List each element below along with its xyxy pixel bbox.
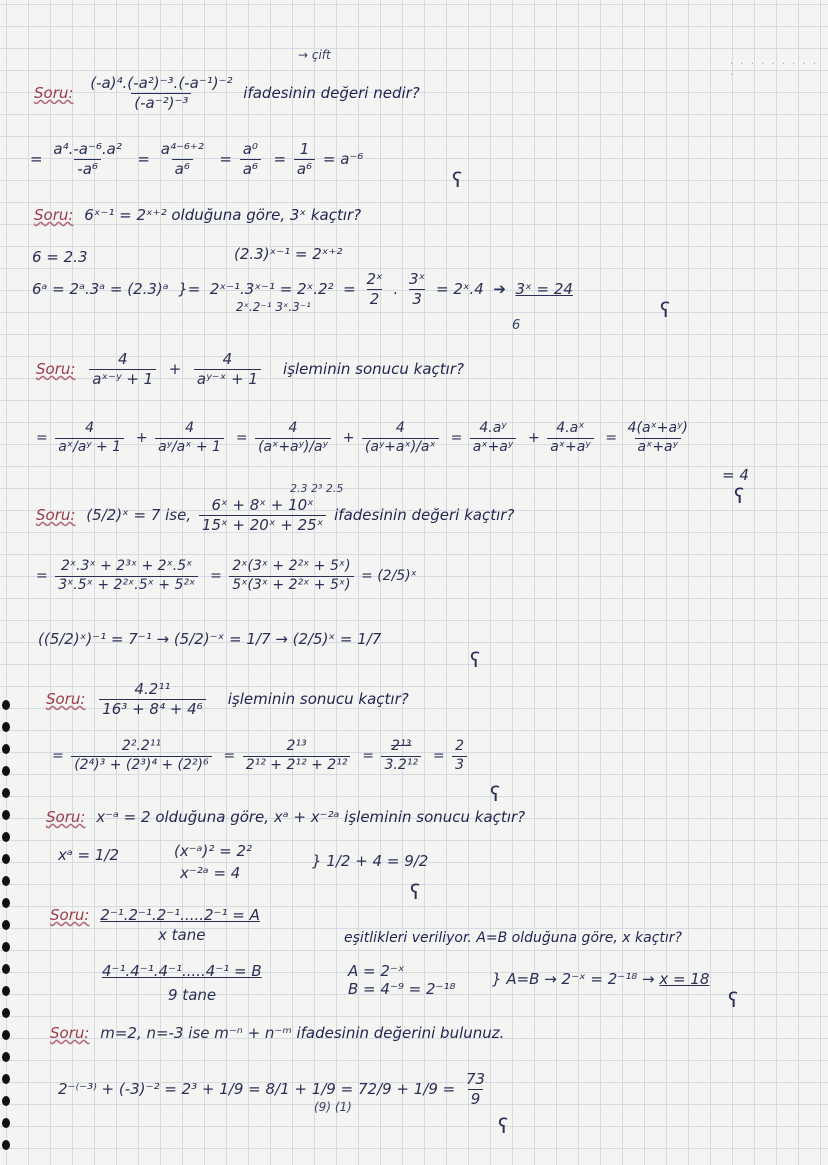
q7-s1: A = 2⁻ˣ [348,962,405,980]
soru-label: Soru: [34,83,74,102]
q5-expr-den: 16³ + 8⁴ + 4⁶ [99,699,205,719]
q4-s2-num: 2ˣ(3ˣ + 2²ˣ + 5ˣ) [232,558,351,574]
binding-hole [2,744,10,754]
q4-text: ifadesinin değeri kaçtır? [334,505,515,524]
q5-s3-den: 3.2¹² [381,756,421,775]
q1-step3-num: a⁰ [242,140,258,158]
binding-hole [2,788,10,798]
q3-s3-den-a: aˣ+aʸ [470,438,516,457]
q5-s3-num: 2¹³ [391,738,412,754]
q8-expression: m⁻ⁿ + n⁻ᵐ [214,1024,292,1042]
q5-expr-num: 4.2¹¹ [134,680,171,698]
q3-s4-num: 4(aˣ+aʸ) [627,420,688,436]
q1-solution: = $\frac{\text{a⁴.-a⁻⁶.a²}}{\text{-a⁶}}$ = $\frac{\text{a⁴⁻⁶⁺²}}{\text{a⁶}}$ = $\frac{\text{a⁰}}{\text{a⁶}}$ = $\frac{1}{\text{a⁶}}$ = a⁻⁶ [30,140,364,178]
q6-expression: x⁻ᵃ = 2 [96,808,151,826]
q8-expand: (9) (1) [314,1100,352,1114]
q1-step4-den: a⁶ [294,159,315,179]
q1-step3-den: a⁶ [240,159,261,179]
question-1 [34,74,420,113]
q2-text: olduğuna göre, 3ˣ kaçtır? [171,206,362,224]
q8-condition: m=2, n=-3 ise [100,1024,210,1042]
answer-squiggle: ʕ [490,782,501,806]
binding-hole [2,1140,10,1150]
binding-hole [2,942,10,952]
answer-squiggle: ʕ [728,988,739,1012]
soru-label: Soru: [36,505,76,524]
answer-squiggle: ʕ [498,1114,509,1138]
q6-s4-text: 1/2 + 4 = 9/2 [326,852,429,870]
q5-text: işleminin sonucu kaçtır? [227,689,409,708]
question-7 [50,906,260,924]
binding-hole [2,1052,10,1062]
binding-hole [2,1030,10,1040]
q1-step1-num: a⁴.-a⁻⁶.a² [53,140,122,158]
q4-expr-num: 6ˣ + 8ˣ + 10ˣ [211,496,314,514]
q2-line2: 6ᵃ = 2ᵃ.3ᵃ = (2.3)ᵃ }= 2ˣ⁻¹.3ˣ⁻¹ = 2ˣ.2² = $\frac{\text{2ˣ}}{2}$ . $\frac{\text{3ˣ}}{3}$ = 2ˣ.4 ➔ 3ˣ = 24 [32,270,573,308]
q3-text: işleminin sonucu kaçtır? [283,359,464,378]
soru-label: Soru: [36,359,76,378]
q2-line2b: (2.3)ˣ⁻¹ = 2ˣ⁺² [234,245,343,263]
q3-f1-den: aˣ⁻ʸ + 1 [89,369,156,389]
q1-expr-numerator: (-a)⁴.(-a²)⁻³.(-a⁻¹)⁻² [90,74,233,92]
q2-frac-a-den: 2 [367,289,383,309]
binding-hole [2,810,10,820]
binding-hole [2,1096,10,1106]
spiral-binding [0,700,12,1165]
q3-s3-num-b: 4.aˣ [556,420,585,436]
q4-s2-result: = (2/5)ˣ [361,568,417,584]
q6-text2: işleminin sonucu kaçtır? [344,808,526,826]
q1-step1-den: -a⁶ [74,159,101,179]
q2-answer: 3ˣ = 24 [515,279,573,298]
q5-s1-den: (2⁴)³ + (2³)⁴ + (2²)⁶ [71,756,211,775]
q3-answer: = 4 [722,466,749,484]
binding-hole [2,854,10,864]
question-3: Soru: $\frac{4}{\text{aˣ⁻ʸ + 1}}$ + $\frac{4}{\text{aʸ⁻ˣ + 1}}$ işleminin sonucu kaçtır? [36,350,464,388]
q6-s4: } 1/2 + 4 = 9/2 [312,852,429,870]
q3-s2-den-a: (aˣ+aʸ)/aʸ [255,438,331,457]
q7-tane-1: x tane [158,926,206,944]
q3-f2-num: 4 [222,350,233,368]
binding-hole [2,876,10,886]
question-2 [34,206,361,224]
binding-hole [2,1008,10,1018]
binding-hole [2,1118,10,1128]
q3-s3-num-a: 4.aʸ [479,420,507,436]
q3-f1-num: 4 [117,350,128,368]
q6-s1: xᵃ = 1/2 [58,846,119,864]
q6-s2: (x⁻ᵃ)² = 2² [174,842,253,860]
q4-s1-num: 2ˣ.3ˣ + 2³ˣ + 2ˣ.5ˣ [60,558,193,574]
q3-s4-den: aˣ+aʸ [635,438,681,457]
q2-frac-a-num: 2ˣ [366,270,383,288]
binding-hole [2,832,10,842]
q1-step4-num: 1 [299,140,310,158]
soru-label: Soru: [46,689,86,708]
cift-annotation: → çift [298,48,331,62]
q6-expression-2: xᵃ + x⁻²ᵃ [273,808,340,826]
answer-squiggle: ʕ [452,168,463,192]
q2-frac-b-den: 3 [409,289,425,309]
q7-answer: x = 18 [659,970,710,988]
q8-solution [58,1070,491,1109]
question-6 [46,808,525,826]
question-4 [36,496,514,535]
q3-s2-num-a: 4 [288,420,298,436]
q3-s2-den-b: (aʸ+aˣ)/aˣ [362,438,439,457]
q7-tane-2: 9 tane [168,986,217,1004]
q5-s4-den: 3 [452,756,467,775]
answer-squiggle: ʕ [470,648,481,672]
q4-solution: = $\frac{\text{2ˣ.3ˣ + 2³ˣ + 2ˣ.5ˣ}}{\text{3ˣ.5ˣ + 2²ˣ.5ˣ + 5²ˣ}}$ = $\frac{\text{2ˣ(3ˣ + 2²ˣ + 5ˣ)}}{\text{5ˣ(3ˣ + 2²ˣ + 5ˣ)}}$ = (2/5)ˣ [36,558,417,593]
q5-s2-den: 2¹² + 2¹² + 2¹² [243,756,351,775]
answer-squiggle: ʕ [660,298,671,322]
q4-s1-den: 3ˣ.5ˣ + 2²ˣ.5ˣ + 5²ˣ [55,576,198,595]
q8-s1: 2⁻⁽⁻³⁾ + (-3)⁻² = 2³ + 1/9 = 8/1 + 1/9 = 72/9 + 1/9 = [58,1079,456,1098]
soru-label: Soru: [50,906,90,924]
q1-expr-denominator: (-a⁻²)⁻³ [131,93,191,113]
q7-expression-2: 4⁻¹.4⁻¹.4⁻¹.....4⁻¹ = B [102,962,262,980]
q3-f2-den: aʸ⁻ˣ + 1 [194,369,261,389]
answer-squiggle: ʕ [410,880,421,904]
answer-squiggle: ʕ [734,484,745,508]
binding-hole [2,700,10,710]
q1-expression [87,74,235,113]
q4-s2-den: 5ˣ(3ˣ + 2²ˣ + 5ˣ) [229,576,353,595]
q3-s1-den-b: aʸ/aˣ + 1 [155,438,224,457]
binding-hole [2,964,10,974]
soru-label: Soru: [50,1024,90,1042]
q2-frac-b-num: 3ˣ [409,270,426,288]
q3-s3-den-b: aˣ+aʸ [547,438,593,457]
soru-label: Soru: [34,206,74,224]
q3-s2-num-b: 4 [395,420,405,436]
q7-s3: A=B → 2⁻ˣ = 2⁻¹⁸ → [506,970,655,988]
q2-line2a: 6ᵃ = 2ᵃ.3ᵃ = (2.3)ᵃ [32,279,169,298]
binding-hole [2,898,10,908]
q6-text1: olduğuna göre, [155,808,270,826]
q1-text: ifadesinin değeri nedir? [243,83,420,102]
q2-line1: 6 = 2.3 [32,248,88,266]
q4-note-above: 2.3 2³ 2.5 [290,482,344,495]
binding-hole [2,766,10,776]
q7-s3-wrap: } A=B → 2⁻ˣ = 2⁻¹⁸ → x = 18 [492,970,710,988]
q3-s1-den-a: aˣ/aʸ + 1 [55,438,124,457]
binding-hole [2,722,10,732]
binding-hole [2,986,10,996]
q4-condition: (5/2)ˣ = 7 ise, [86,505,192,524]
q1-step2-num: a⁴⁻⁶⁺² [160,140,204,158]
q2-line3d: = 2ˣ.4 [436,279,484,298]
q7-s2: B = 4⁻⁹ = 2⁻¹⁸ [348,980,456,998]
q2-line3: 2ˣ⁻¹.3ˣ⁻¹ = 2ˣ.2² [209,279,334,298]
question-5 [46,680,409,719]
q5-solution: = $\frac{\text{2².2¹¹}}{\text{(2⁴)³ + (2³)⁴ + (2²)⁶}}$ = $\frac{\text{2¹³}}{\text{2¹² + 2¹² + 2¹²}}$ = $\frac{\text{2¹³}}{\text{3.2¹²}}$ = $\frac{2}{3}$ [52,738,470,774]
binding-hole [2,920,10,930]
q8-text: ifadesinin değerini bulunuz. [296,1024,505,1042]
q4-s3: ((5/2)ˣ)⁻¹ = 7⁻¹ → (5/2)⁻ˣ = 1/7 → (2/5)ˣ = 1/7 [38,630,382,648]
q5-s4-num: 2 [455,738,464,754]
q5-s1-num: 2².2¹¹ [121,738,161,754]
q2-expression: 6ˣ⁻¹ = 2ˣ⁺² [84,206,167,224]
q3-solution: = $\frac{4}{\text{aˣ/aʸ + 1}}$ + $\frac{4}{\text{aʸ/aˣ + 1}}$ = $\frac{4}{\text{(aˣ+aʸ)/aʸ}}$ + $\frac{4}{\text{(aʸ+aˣ)/aˣ}}$ = $\frac{\text{4.aʸ}}{\text{aˣ+aʸ}}$ + $\frac{\text{4.aˣ}}{\text{aˣ+aʸ}}$ = $\frac{\text{4(aˣ+aʸ)}}{\text{aˣ+aʸ}}$ [36,420,694,456]
soru-label: Soru: [46,808,86,826]
question-8 [50,1024,504,1042]
q1-step2-den: a⁶ [172,159,193,179]
q8-answer-num: 73 [466,1070,486,1088]
q7-expression-1: 2⁻¹.2⁻¹.2⁻¹.....2⁻¹ = A [100,906,260,924]
binding-hole [2,1074,10,1084]
q7-text: eşitlikleri veriliyor. A=B olduğuna göre, x kaçtır? [344,930,682,946]
q2-note-6: 6 [512,318,521,333]
q8-answer-den: 9 [468,1089,484,1109]
q5-s2-num: 2¹³ [286,738,307,754]
q4-expr-den: 15ˣ + 20ˣ + 25ˣ [199,515,326,535]
corner-dots-decoration: . . . . . . . . . . [730,56,819,78]
q1-answer: = a⁻⁶ [322,149,364,168]
q2-line3b: 2ˣ.2⁻¹ 3ˣ.3⁻¹ [236,300,311,314]
q6-s3: x⁻²ᵃ = 4 [180,864,241,882]
